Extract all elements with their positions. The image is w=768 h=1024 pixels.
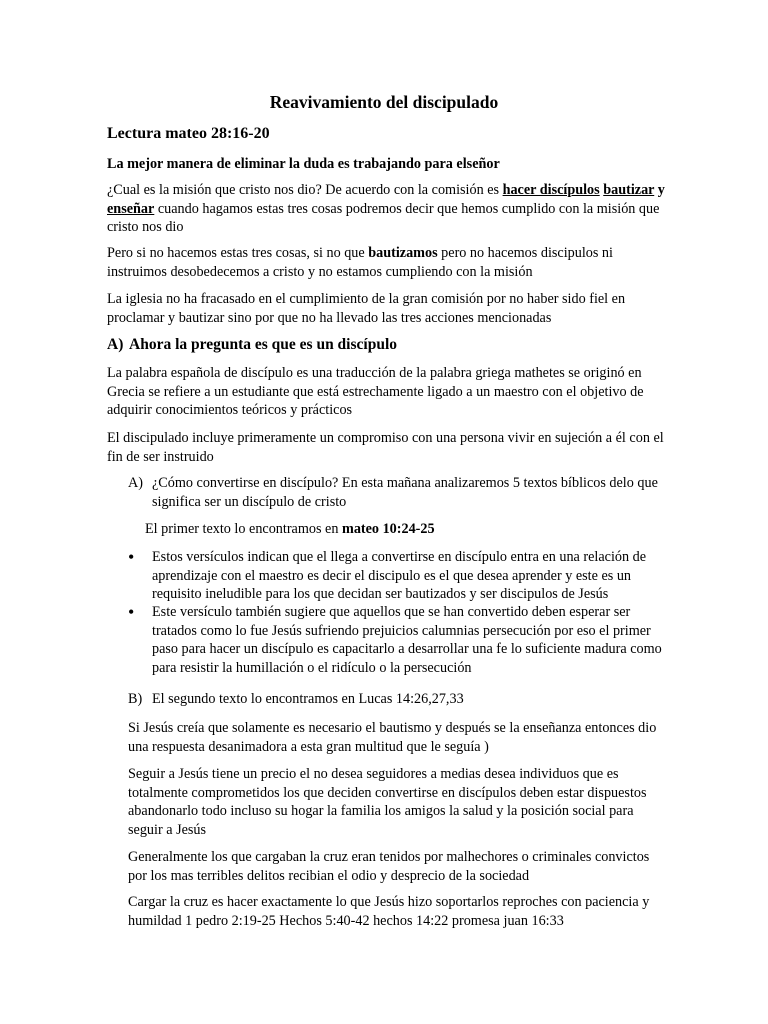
- ensenar-term: enseñar: [107, 200, 155, 217]
- mission-text-a: ¿Cual es la misión que cristo nos dio? De acuerdo con la comisión es: [107, 182, 503, 198]
- paragraph-baptism: [107, 244, 667, 281]
- list-marker-b: B): [128, 691, 143, 707]
- heading-what-is-disciple: [107, 336, 667, 355]
- paragraph-jesus-baptism: Si Jesús creía que solamente es necesario el bautismo y después se la enseñanza entonces dio una respuesta desanimadora a esta gran multitud que le seguía ): [128, 720, 657, 755]
- conjunction-y: y: [654, 182, 665, 198]
- first-text-reference: mateo 10:24-25: [342, 521, 435, 537]
- list-item-a: ¿Cómo convertirse en discípulo? En esta mañana analizaremos 5 textos bíblicos delo que significa ser un discípulo de cristo: [152, 475, 658, 510]
- paragraph-mission: [107, 181, 667, 237]
- hacer-discipulos-term: hacer discípulos: [502, 182, 600, 198]
- baptism-text-a: Pero si no hacemos estas tres cosas, si no que: [107, 245, 369, 261]
- mission-text-b: cuando hagamos estas tres cosas podremos decir que hemos cumplido con la misión que cristo nos dio: [107, 200, 660, 236]
- heading-marker: A): [107, 336, 124, 353]
- paragraph-mathetes: La palabra española de discípulo es una traducción de la palabra griega mathetes se originó en Grecia se refiere a un estudiante que está estrechamente ligado a un maestro con el objetivo de adquirir conocimientos teóricos y prácticos: [107, 365, 644, 419]
- bullet-item-2: Este versículo también sugiere que aquellos que se han convertido deben esperar ser tratados como lo fue Jesús sufriendo prejuicios calumnias persecución por eso el primer paso para hacer un discípulo es capacitarlo a desarrollar una fe lo suficiente madura como para resistir la humillación o el ridículo o la persecución: [152, 604, 662, 676]
- list-item-b: El segundo texto lo encontramos en Lucas 14:26,27,33: [152, 691, 464, 707]
- paragraph-discipleship: El discipulado incluye primeramente un compromiso con una persona vivir en sujeción a él con el fin de ser instruido: [107, 430, 664, 465]
- bautizamos-term: bautizamos: [368, 245, 438, 261]
- heading-text: Ahora la pregunta es que es un discípulo: [129, 336, 398, 353]
- paragraph-follow-jesus: Seguir a Jesús tiene un precio el no desea seguidores a medias desea individuos que es totalmente comprometidos los que deciden convertirse en discípulos deben estar dispuestos abandonarlo todo incluso su hogar la familia los amigos la salud y la posición social para seguir a Jesús: [128, 766, 647, 838]
- bullet-icon: •: [128, 547, 135, 567]
- document-title: Reavivamiento del discipulado: [269, 92, 499, 112]
- first-text-line: [145, 520, 645, 539]
- paragraph-cross: Generalmente los que cargaban la cruz eran tenidos por malhechores o criminales convictos por los mas terribles delitos recibian el odio y desprecio de la sociedad: [128, 849, 650, 884]
- baptism-text-b: pero no hacemos discipulos ni instruimos desobedecemos a cristo y no estamos cumpliendo con la misión: [107, 245, 613, 280]
- paragraph-carry-cross: Cargar la cruz es hacer exactamente lo que Jesús hizo soportarlos reproches con paciencia y humildad 1 pedro 2:19-25 Hechos 5:40-42 hechos 14:22 promesa juan 16:33: [128, 894, 650, 929]
- bautizar-term: bautizar: [603, 182, 655, 198]
- first-text-intro: El primer texto lo encontramos en: [145, 521, 342, 537]
- bullet-icon: •: [128, 602, 135, 622]
- subtitle: La mejor manera de eliminar la duda es trabajando para elseñor: [107, 156, 500, 172]
- lecture-reference: Lectura mateo 28:16-20: [107, 125, 270, 142]
- list-marker-a: A): [128, 475, 143, 491]
- paragraph-church: La iglesia no ha fracasado en el cumplimiento de la gran comisión por no haber sido fiel en proclamar y bautizar sino por que no ha llevado las tres acciones mencionadas: [107, 291, 626, 326]
- bullet-item-1: Estos versículos indican que el llega a convertirse en discípulo entra en una relación de aprendizaje con el maestro es decir el discipulo es el que desea aprender y este es un requisito ineludible para los que decidan ser bautizados y ser discipulos de Jesús: [152, 549, 647, 603]
